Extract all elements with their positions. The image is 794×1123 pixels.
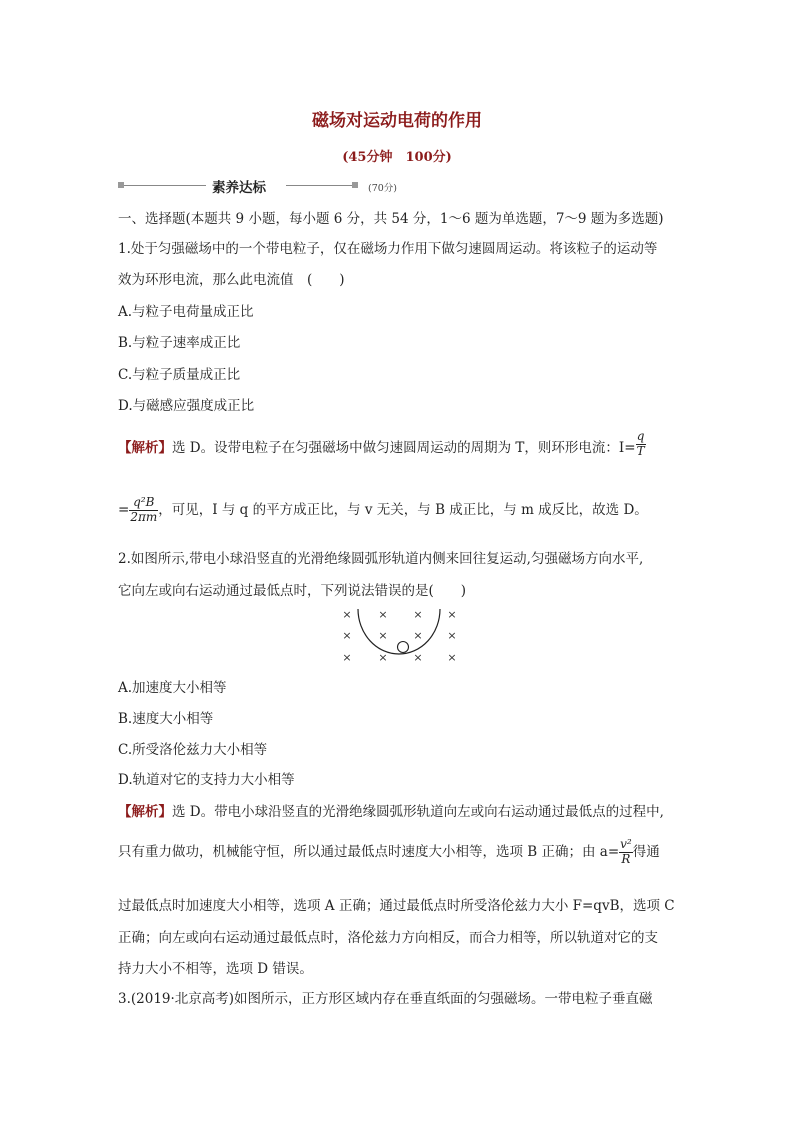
q2-option-b: B.速度大小相等 [118,711,214,727]
q1-option-a: A.与粒子电荷量成正比 [118,304,254,320]
section-dot-right [352,182,358,188]
q2-analysis-text1: 选 D。带电小球沿竖直的光滑绝缘圆弧形轨道向左或向右运动通过最低点的过程中, [172,804,664,820]
q1-frac1-num: q [636,429,645,444]
q2-option-d: D.轨道对它的支持力大小相等 [118,772,295,788]
field-cross-r2c4: × [447,629,457,642]
section-label: 素养达标 [212,180,266,196]
q1-option-b: B.与粒子速率成正比 [118,335,241,351]
q2-frac-den: R [621,851,631,866]
question-intro: 一、选择题(本题共 9 小题，每小题 6 分，共 54 分，1～6 题为单选题，7～9 题为多选题) [118,211,664,227]
charged-ball [398,642,409,653]
field-cross-r3c2: × [378,651,388,664]
q1-eq-lhs: I= [618,440,636,456]
q1-analysis-tag: 【解析】 [118,440,172,456]
section-rule-left [124,185,206,186]
q1-option-d: D.与磁感应强度成正比 [118,398,255,414]
section-score: (70分) [368,183,398,194]
q1-fraction-q-over-t [636,430,646,459]
q1-analysis-line1 [118,429,646,459]
q2-analysis-line4: 正确；向左或向右运动通过最低点时，洛伦兹力方向相反，而合力相等，所以轨道对它的支 [118,930,658,946]
q2-frac-num: v² [620,837,632,851]
field-cross-r3c4: × [447,651,457,664]
q2-stem-line2: 它向左或向右运动通过最低点时，下列说法错误的是( ) [118,583,467,599]
q2-analysis-text2b: 得通 [632,843,660,860]
section-rule-right [286,185,352,186]
arc-track [358,609,440,654]
q1-analysis-line2 [118,496,648,525]
field-cross-r3c1: × [342,651,352,664]
q1-option-c: C.与粒子质量成正比 [118,367,241,383]
field-cross-r2c1: × [342,629,352,642]
document-title: 磁场对运动电荷的作用 [312,111,482,131]
q2-analysis-line5: 持力大小不相等，选项 D 错误。 [118,961,313,977]
q1-stem-line1: 1.处于匀强磁场中的一个带电粒子，仅在磁场力作用下做匀速圆周运动。将该粒子的运动等 [118,241,658,257]
q1-stem-line2: 效为环形电流，那么此电流值 ( ) [118,272,345,288]
q2-analysis-line3: 过最低点时加速度大小相等，选项 A 正确；通过最低点时所受洛伦兹力大小 F=qvB，选项 C [118,898,675,914]
q2-fraction-v2-over-r [619,838,633,867]
field-cross-r1c2: × [378,608,388,621]
field-cross-r1c4: × [447,608,457,621]
q2-option-a: A.加速度大小相等 [118,680,227,696]
field-cross-r1c3: × [413,608,423,621]
field-cross-r1c1: × [342,608,352,621]
q1-analysis-text2: ，可见，I 与 q 的平方成正比，与 v 无关，与 B 成正比，与 m 成反比，故选 D。 [158,501,648,518]
q2-analysis-line1 [118,800,664,820]
q1-eq-equals: = [118,501,130,518]
q2-magnetic-field-diagram [330,606,466,668]
q2-stem-line1: 2.如图所示,带电小球沿竖直的光滑绝缘圆弧形轨道内侧来回往复运动,匀强磁场方向水平, [118,551,644,567]
document-subtitle: (45分钟 100分) [342,150,452,165]
q1-frac1-den: T [636,444,645,458]
q1-analysis-text1: 选 D。设带电粒子在匀强磁场中做匀速圆周运动的周期为 T，则环形电流： [172,440,619,456]
field-cross-r2c3: × [413,629,423,642]
field-cross-r3c3: × [413,651,423,664]
field-cross-r2c2: × [378,629,388,642]
q2-option-c: C.所受洛伦兹力大小相等 [118,742,268,758]
q1-frac2-den: 2πm [130,509,158,524]
q2-analysis-text2a: 只有重力做功，机械能守恒，所以通过最低点时速度大小相等，选项 B 正确；由 a= [118,843,620,860]
q1-frac2-num: q²B [129,496,158,511]
q2-analysis-line2 [118,838,660,867]
q2-analysis-tag: 【解析】 [118,804,172,820]
q1-fraction-q2b-over-2pim [129,496,158,525]
q3-stem-line1: 3.(2019·北京高考)如图所示，正方形区域内存在垂直纸面的匀强磁场。一带电粒子垂直磁 [118,991,653,1007]
